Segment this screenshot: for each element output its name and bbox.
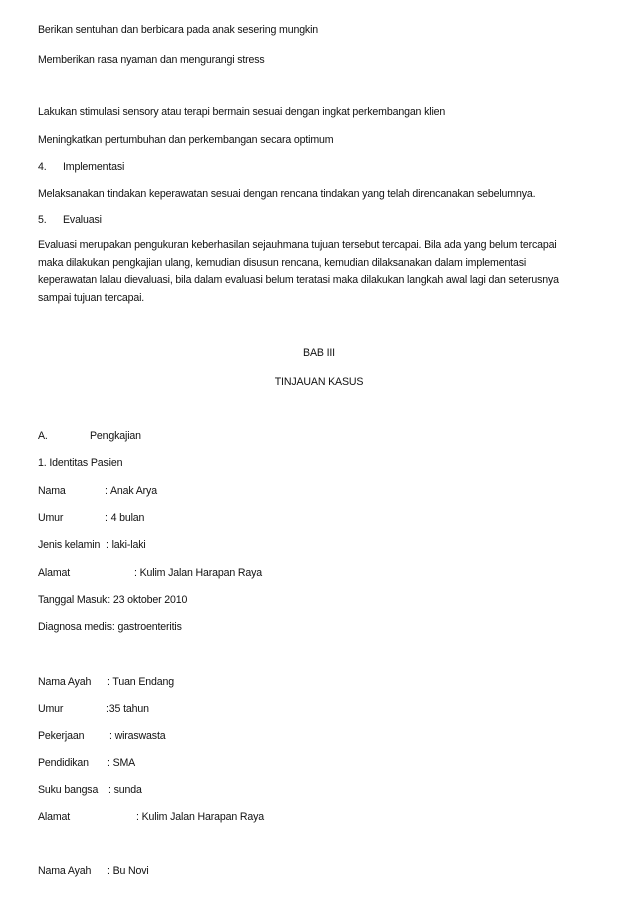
field-alamat-ayah xyxy=(38,810,264,824)
field-alamat xyxy=(38,566,262,580)
field-label: Nama xyxy=(38,485,66,497)
paragraph-line: maka dilakukan pengkajian ulang, kemudian disusun rencana, kemudian dilaksanakan dalam implementasi xyxy=(38,256,527,269)
field-value: : 4 bulan xyxy=(105,512,145,524)
field-nama-ibu xyxy=(38,864,149,878)
text-line: Lakukan stimulasi sensory atau terapi bermain sesuai dengan ingkat perkembangan klien xyxy=(38,106,446,118)
field-value: : Tuan Endang xyxy=(107,676,174,688)
field-label: Jenis kelamin xyxy=(38,539,101,551)
section-number: 5. xyxy=(38,214,47,226)
field-pekerjaan xyxy=(38,729,165,743)
field-value: : Kulim Jalan Harapan Raya xyxy=(134,567,262,579)
field-label: Umur xyxy=(38,512,64,524)
field-label: Alamat xyxy=(38,567,71,579)
section-letter: A. xyxy=(38,430,48,442)
text-line: Memberikan rasa nyaman dan mengurangi stress xyxy=(38,54,265,66)
field-jenis-kelamin xyxy=(38,538,146,552)
section-heading-pengkajian xyxy=(38,429,141,443)
field-value: : Kulim Jalan Harapan Raya xyxy=(136,811,264,823)
evaluasi-paragraph xyxy=(38,237,598,307)
paragraph-line: sampai tujuan tercapai. xyxy=(38,291,145,304)
field-nama xyxy=(38,484,157,498)
field-label: Nama Ayah xyxy=(38,865,92,877)
chapter-label-text: BAB III xyxy=(303,347,335,359)
field-value: : SMA xyxy=(107,757,136,769)
text-line: Berikan sentuhan dan berbicara pada anak sesering mungkin xyxy=(38,24,319,36)
field-value: : Anak Arya xyxy=(105,485,157,497)
section-number: 4. xyxy=(38,161,47,173)
chapter-title xyxy=(0,375,638,389)
field-value: : Bu Novi xyxy=(107,865,149,877)
text-line: Meningkatkan pertumbuhan dan perkembangan secara optimum xyxy=(38,134,334,146)
field-label: Alamat xyxy=(38,811,71,823)
field-umur xyxy=(38,511,144,525)
paragraph-line: Evaluasi merupakan pengukuran keberhasilan sejauhmana tujuan tersebut tercapai. Bila ada yang belum tercapai xyxy=(38,239,557,251)
field-label: Suku bangsa xyxy=(38,784,99,796)
field-label: Pekerjaan xyxy=(38,730,85,742)
field-value: : laki-laki xyxy=(106,539,146,551)
field-umur-ayah xyxy=(38,702,149,716)
section-title: Pengkajian xyxy=(90,430,141,442)
field-label: Nama Ayah xyxy=(38,676,92,688)
text-line: Melaksanakan tindakan keperawatan sesuai dengan rencana tindakan yang telah direncanakan sebelumnya. xyxy=(38,188,536,200)
field-tanggal-masuk: Tanggal Masuk: 23 oktober 2010 xyxy=(38,594,188,606)
chapter-title-text: TINJAUAN KASUS xyxy=(274,376,364,388)
field-diagnosa: Diagnosa medis: gastroenteritis xyxy=(38,621,182,633)
chapter-label xyxy=(0,346,638,360)
field-label: Pendidikan xyxy=(38,757,89,769)
section-heading-implementasi xyxy=(38,160,124,174)
paragraph-line: keperawatan lalau dievaluasi, bila dalam evaluasi belum teratasi maka dilakukan langkah awal lagi dan seterusnya xyxy=(38,274,559,286)
field-suku-bangsa xyxy=(38,783,142,797)
section-heading-evaluasi xyxy=(38,213,102,227)
subsection-heading: 1. Identitas Pasien xyxy=(38,457,123,469)
field-label: Umur xyxy=(38,703,64,715)
section-title: Implementasi xyxy=(63,161,125,173)
field-value: :35 tahun xyxy=(106,703,149,715)
field-nama-ayah xyxy=(38,675,174,689)
field-value: : wiraswasta xyxy=(109,730,166,742)
field-pendidikan xyxy=(38,756,135,770)
section-title: Evaluasi xyxy=(63,214,102,226)
field-value: : sunda xyxy=(108,784,142,796)
